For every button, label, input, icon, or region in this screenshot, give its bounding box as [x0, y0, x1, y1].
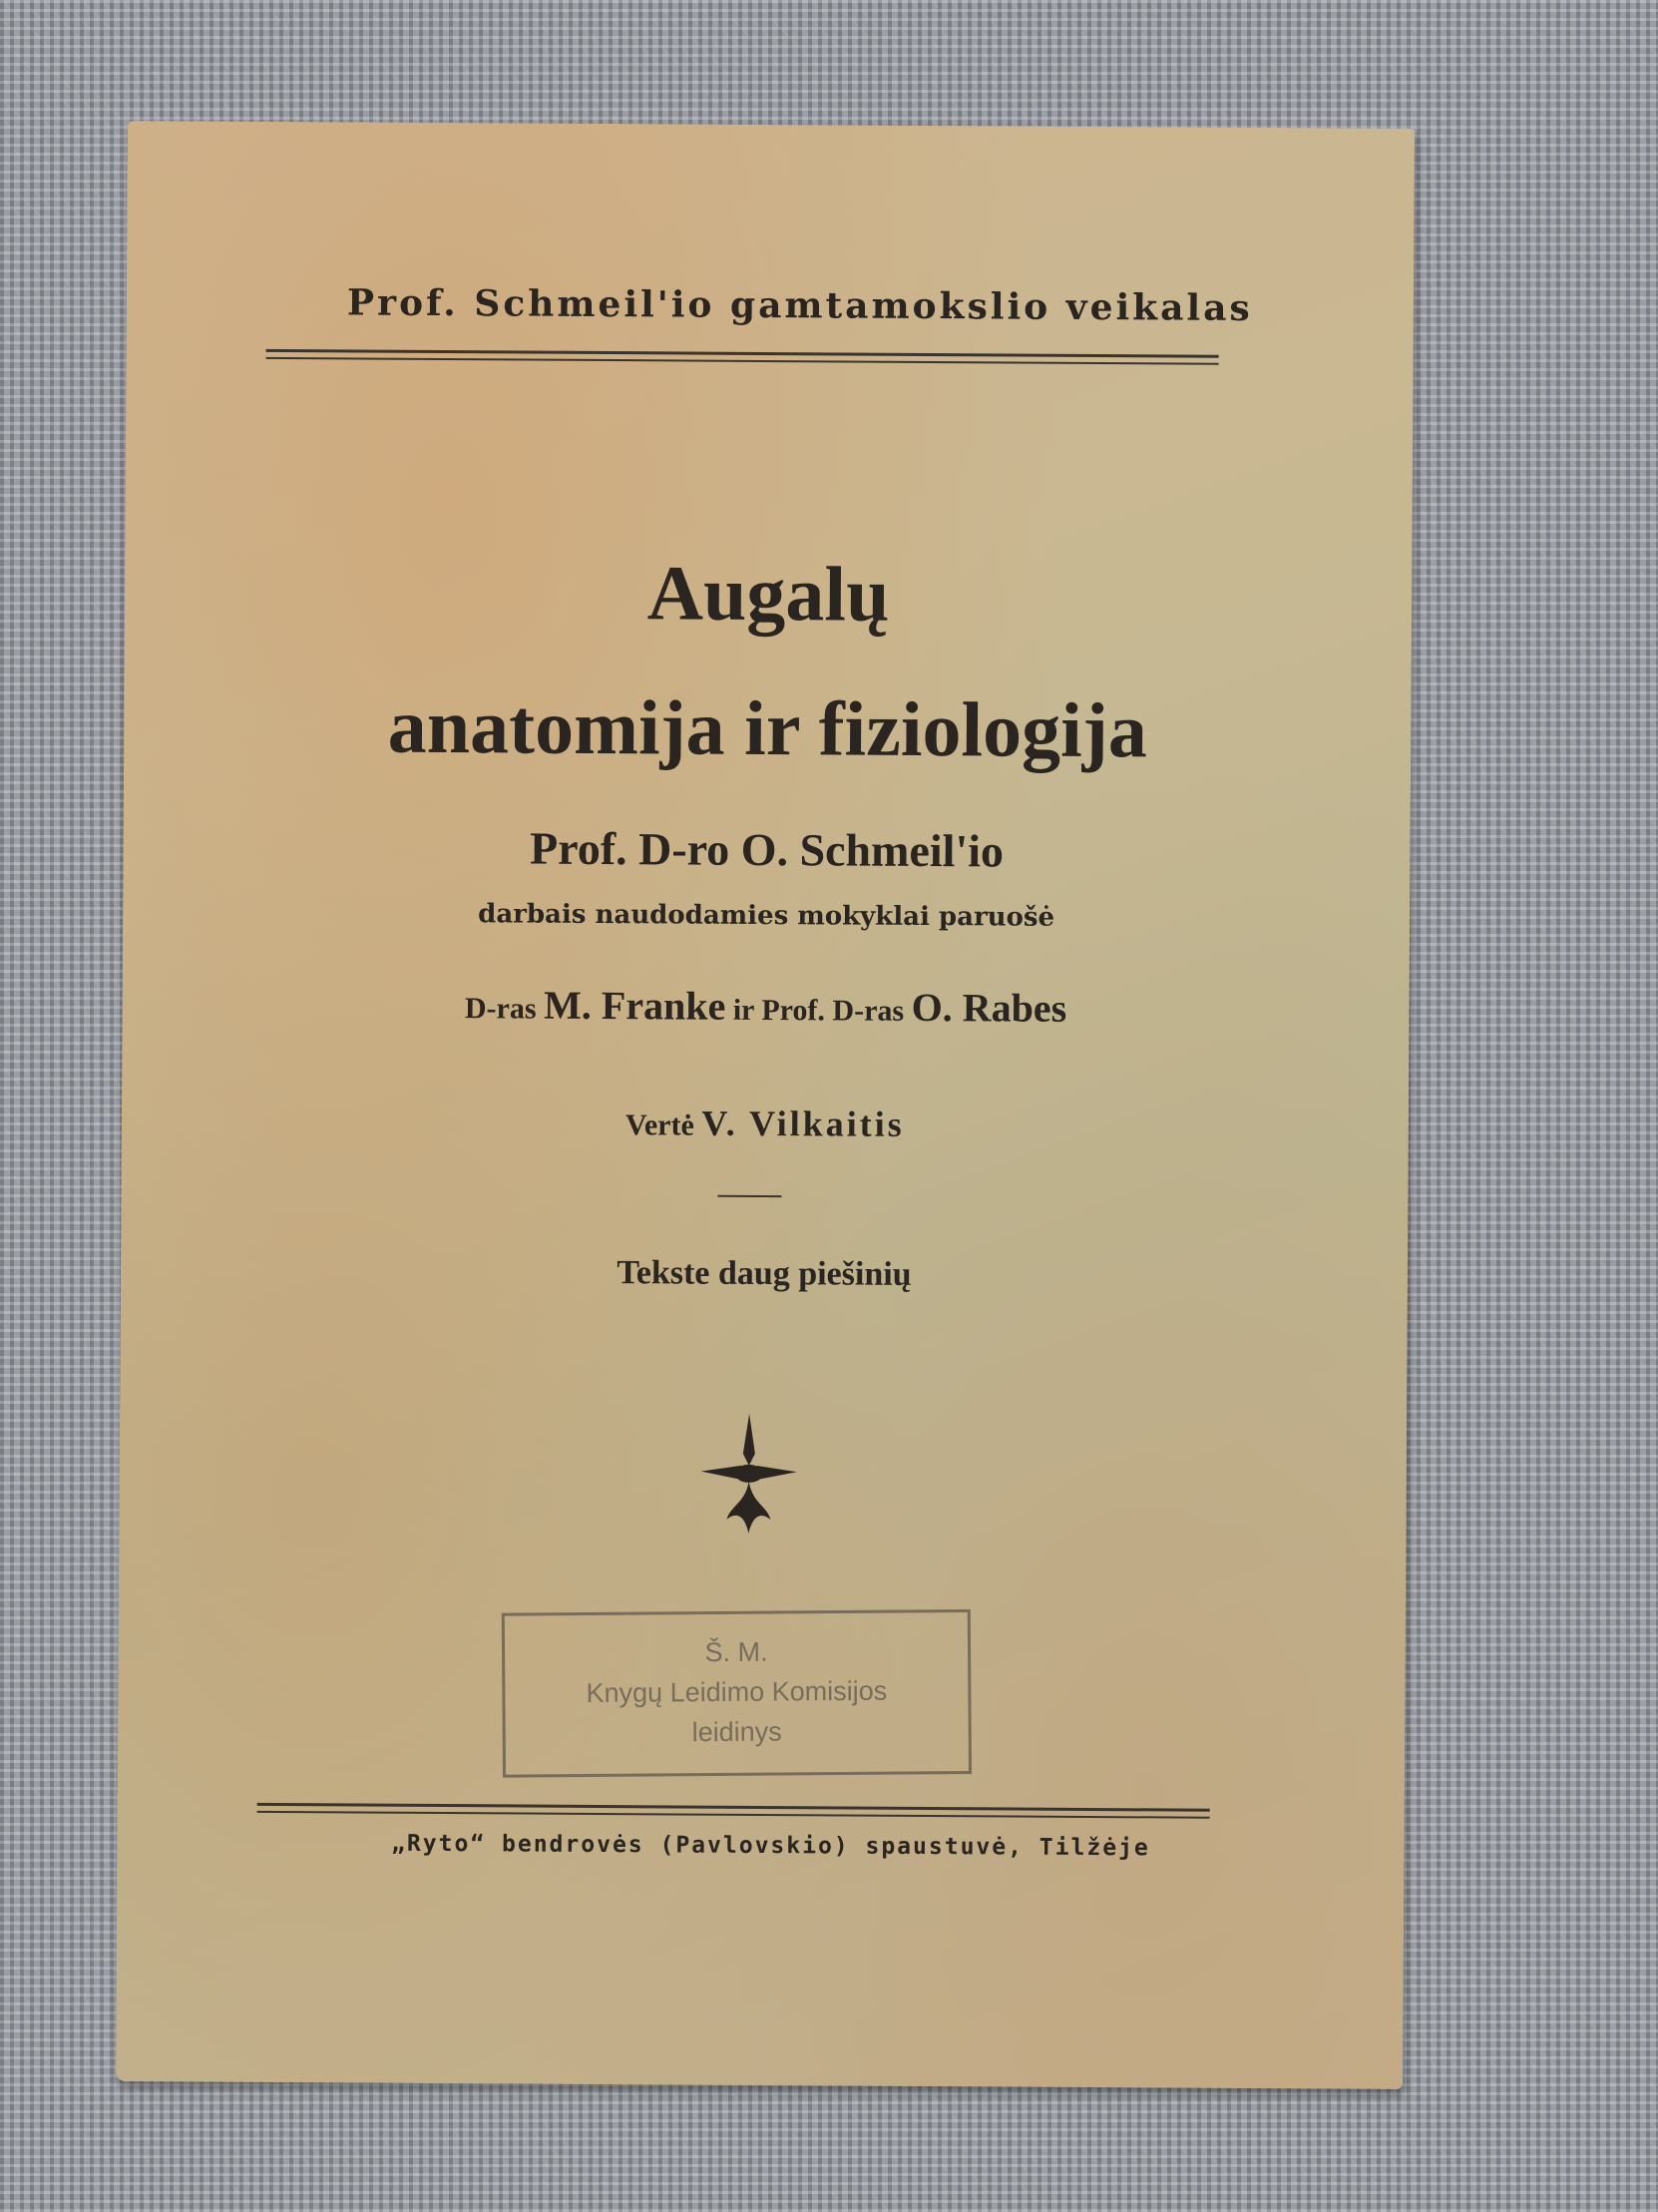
top-rule-thin — [266, 357, 1219, 365]
coauthor-connector: ir Prof. D-ras — [725, 993, 912, 1028]
stamp-line-1: Š. M. — [704, 1636, 768, 1668]
fleuron-ornament-icon — [700, 1414, 797, 1535]
library-stamp — [502, 1609, 972, 1778]
illustrations-note: Tekste daug piešinių — [617, 1254, 912, 1293]
book-cover — [116, 121, 1415, 2089]
prepared-line: darbais naudodamies mokyklai paruošė — [478, 899, 1055, 933]
book-title-line2: anatomija ir fiziologija — [387, 681, 1148, 774]
translator-line — [122, 1099, 1409, 1148]
short-divider — [717, 1195, 781, 1197]
top-rule — [266, 349, 1219, 358]
author-line: Prof. D-ro O. Schmeil'io — [529, 822, 1005, 877]
series-title: Prof. Schmeil'io gamtamokslio veikalas — [346, 281, 1253, 329]
stamp-line-3: leidinys — [691, 1716, 782, 1748]
coauthor-prefix: D-ras — [464, 992, 545, 1026]
printer-imprint: „Ryto“ bendrovės (Pavlovskio) spaustuvė, Tilžėje — [391, 1830, 1150, 1862]
stamp-line-2: Knygų Leidimo Komisijos — [586, 1675, 888, 1709]
coauthor-name-1: M. Franke — [543, 982, 726, 1029]
bottom-rule-thin — [257, 1811, 1210, 1819]
coauthor-name-2: O. Rabes — [911, 984, 1067, 1031]
translator-prefix: Vertė — [624, 1108, 702, 1142]
bottom-rule — [257, 1803, 1210, 1812]
translator-name: V. Vilkaitis — [701, 1103, 905, 1144]
book-title-line1: Augalų — [646, 549, 890, 638]
coauthors-line — [122, 979, 1409, 1034]
